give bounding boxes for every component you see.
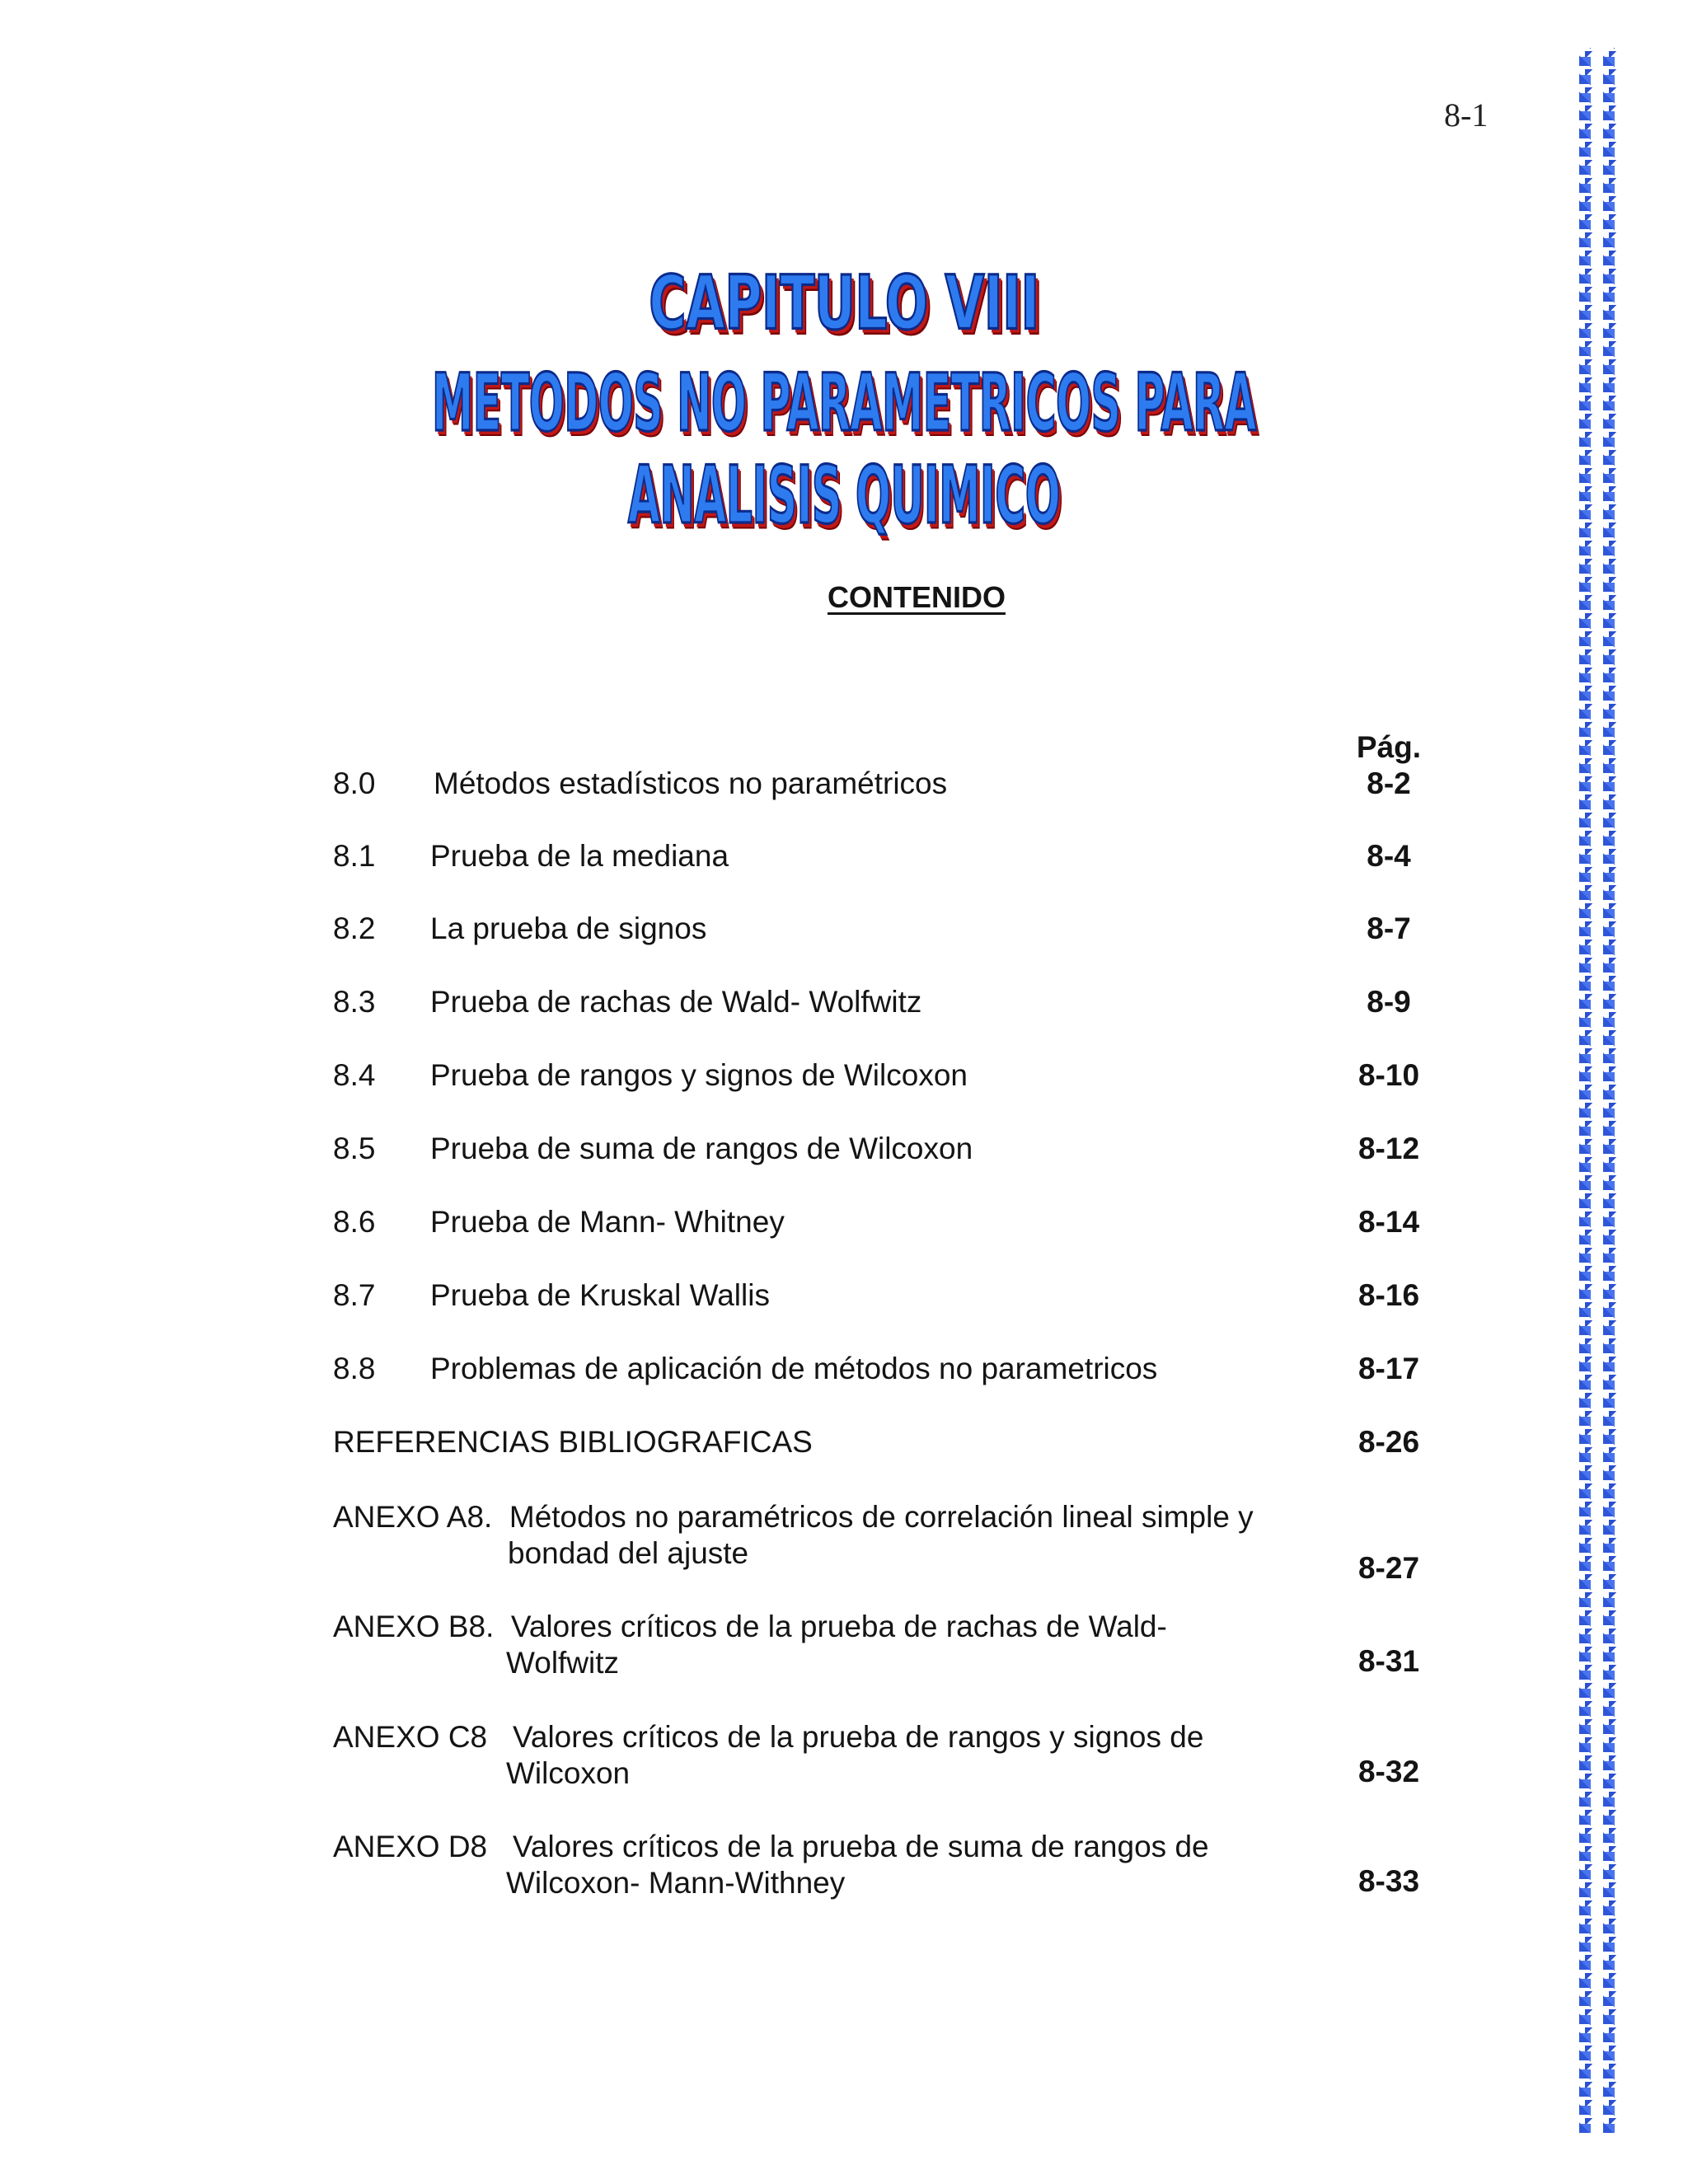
annex-page: 8-33: [1357, 1864, 1420, 1898]
toc-entry: [333, 1058, 1487, 1108]
annex-title: ANEXO A8. Métodos no paramétricos de correlación lineal simple y: [333, 1500, 1254, 1534]
toc-entry: [333, 912, 1487, 961]
toc-title: Prueba de suma de rangos de Wilcoxon: [430, 1132, 973, 1165]
annex-title: ANEXO C8 Valores críticos de la prueba de rangos y signos de: [333, 1720, 1204, 1754]
page-column-header: Pág.: [1356, 730, 1422, 764]
contents-heading: CONTENIDO: [828, 580, 1006, 614]
toc-number: 8.8: [333, 1352, 376, 1385]
toc-page: 8-17: [1357, 1352, 1420, 1385]
toc-entry: [333, 1205, 1487, 1254]
toc-entry: [333, 839, 1487, 888]
toc-title: Prueba de la mediana: [430, 839, 729, 873]
annex-page: 8-31: [1357, 1644, 1420, 1678]
toc-number: 8.0: [333, 766, 376, 800]
toc-title: Métodos estadísticos no paramétricos: [434, 766, 948, 800]
toc-page: 8-10: [1357, 1058, 1420, 1092]
toc-title: Prueba de rachas de Wald- Wolfwitz: [430, 985, 922, 1019]
page-number: 8-1: [1444, 96, 1489, 134]
toc-entry: [333, 766, 1487, 816]
toc-title: La prueba de signos: [430, 912, 707, 945]
toc-page: 8-2: [1367, 766, 1411, 800]
toc-number: 8.6: [333, 1205, 376, 1239]
toc-number: 8.5: [333, 1132, 376, 1165]
toc-title: Prueba de Mann- Whitney: [430, 1205, 785, 1239]
toc-number: 8.4: [333, 1058, 376, 1092]
toc-page: 8-7: [1367, 912, 1411, 945]
toc-title: Problemas de aplicación de métodos no parametricos: [430, 1352, 1158, 1385]
toc-page: 8-14: [1357, 1205, 1420, 1239]
toc-title: Prueba de Kruskal Wallis: [430, 1278, 770, 1312]
toc-entry: [333, 1352, 1487, 1401]
toc-title: Prueba de rangos y signos de Wilcoxon: [430, 1058, 968, 1092]
references-page: 8-26: [1357, 1425, 1420, 1459]
annex-title-continuation: bondad del ajuste: [508, 1536, 749, 1570]
annex-title-continuation: Wolfwitz: [506, 1646, 620, 1680]
chapter-subtitle: METODOS NO PARAMETRICOS PARA ANALISIS QUIMICO: [432, 356, 1256, 542]
annex-page: 8-27: [1357, 1551, 1420, 1585]
toc-entry: [333, 1278, 1487, 1328]
chapter-title: CAPITULO VIII: [649, 260, 1039, 347]
toc-entry: [333, 1132, 1487, 1181]
chapter-title-block: [0, 260, 1688, 542]
annex-title-continuation: Wilcoxon- Mann-Withney: [506, 1866, 846, 1900]
toc-entry: [333, 985, 1487, 1034]
toc-page: 8-16: [1357, 1278, 1420, 1312]
toc-number: 8.2: [333, 912, 376, 945]
annex-page: 8-32: [1357, 1755, 1420, 1788]
references-entry: [333, 1425, 1487, 1474]
toc-page: 8-12: [1357, 1132, 1420, 1165]
toc-number: 8.7: [333, 1278, 376, 1312]
toc-number: 8.3: [333, 985, 376, 1019]
toc-page: 8-4: [1367, 839, 1411, 873]
annex-title: ANEXO B8. Valores críticos de la prueba de rachas de Wald-: [333, 1610, 1167, 1643]
references-title: REFERENCIAS BIBLIOGRAFICAS: [333, 1425, 813, 1459]
toc-number: 8.1: [333, 839, 376, 873]
annex-title-continuation: Wilcoxon: [506, 1756, 631, 1790]
toc-page: 8-9: [1367, 985, 1411, 1019]
annex-title: ANEXO D8 Valores críticos de la prueba de suma de rangos de: [333, 1830, 1209, 1863]
